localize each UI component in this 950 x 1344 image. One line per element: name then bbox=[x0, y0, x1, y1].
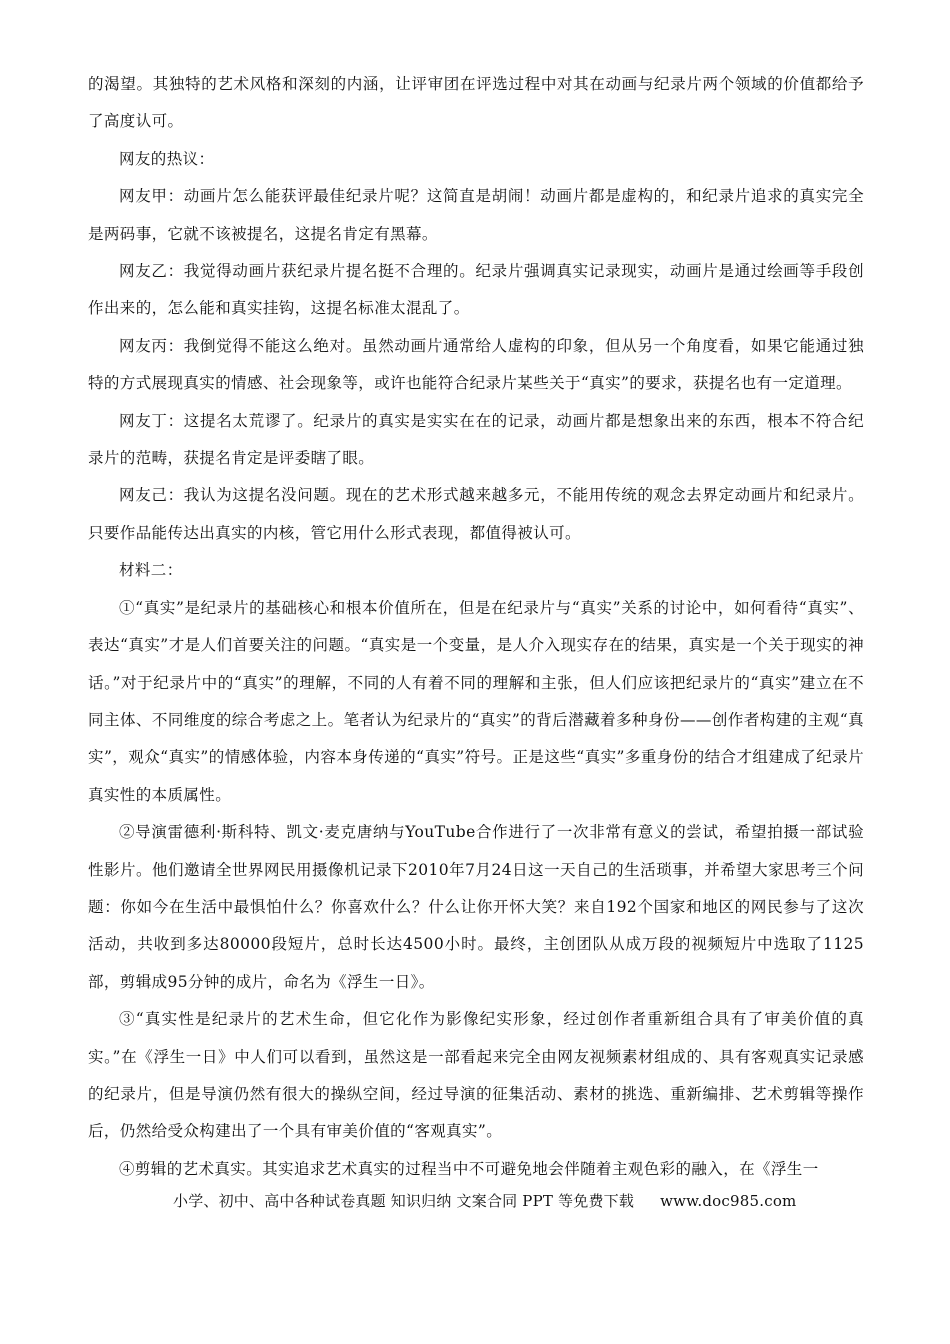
heading-material-two: 材料二： bbox=[119, 561, 183, 580]
paragraph-section-4: ④剪辑的艺术真实。其实追求艺术真实的过程当中不可避免地会伴随着主观色彩的融入，在《浮生一 bbox=[119, 1159, 819, 1178]
paragraph-netizen-d: 网友丁：这提名太荒谬了。纪录片的真实是实实在在的记录，动画片都是想象出来的东西，根本不符合纪录片的范畴，获提名肯定是评委瞎了眼。 bbox=[88, 411, 864, 468]
paragraph-netizen-a: 网友甲：动画片怎么能获评最佳纪录片呢？这简直是胡闹！动画片都是虚构的，和纪录片追求的真实完全是两码事，它就不该被提名，这提名肯定有黑幕。 bbox=[88, 187, 864, 243]
page-footer bbox=[173, 1190, 813, 1212]
heading-netizen-discussion: 网友的热议： bbox=[119, 149, 215, 168]
document-body bbox=[88, 66, 864, 1188]
paragraph-netizen-b: 网友乙：我觉得动画片获纪录片提名挺不合理的。纪录片强调真实记录现实，动画片是通过绘画等手段创作出来的，怎么能和真实挂钩，这提名标准太混乱了。 bbox=[88, 262, 864, 318]
paragraph-netizen-f: 网友己：我认为这提名没问题。现在的艺术形式越来越多元，不能用传统的观念去界定动画片和纪录片。只要作品能传达出真实的内核，管它用什么形式表现，都值得被认可。 bbox=[88, 486, 864, 542]
paragraph-continuation: 的渴望。其独特的艺术风格和深刻的内涵，让评审团在评选过程中对其在动画与纪录片两个领域的价值都给予了高度认可。 bbox=[88, 75, 864, 131]
paragraph-netizen-c: 网友丙：我倒觉得不能这么绝对。虽然动画片通常给人虚构的印象，但从另一个角度看，如果它能通过独特的方式展现真实的情感、社会现象等，或许也能符合纪录片某些关于“真实”的要求，获提名也有一定道理。 bbox=[88, 336, 864, 393]
paragraph-section-3: ③“真实性是纪录片的艺术生命，但它化作为影像纪实形象，经过创作者重新组合具有了审美价值的真实。”在《浮生一日》中人们可以看到，虽然这是一部看起来完全由网友视频素材组成的、具有客观真实记录感的纪录片，但是导演仍然有很大的操纵空间，经过导演的征集活动、素材的挑选、重新编排、艺术剪辑等操作后，仍然给受众构建出了一个具有审美价值的“客观真实”。 bbox=[88, 1010, 864, 1141]
footer-text: 小学、初中、高中各种试卷真题 知识归纳 文案合同 PPT 等免费下载 bbox=[173, 1192, 635, 1210]
footer-site-link[interactable]: www.doc985.com bbox=[660, 1192, 797, 1210]
paragraph-section-1: ①“真实”是纪录片的基础核心和根本价值所在，但是在纪录片与“真实”关系的讨论中，如何看待“真实”、表达“真实”才是人们首要关注的问题。“真实是一个变量，是人介入现实存在的结果，真实是一个关于现实的神话。”对于纪录片中的“真实”的理解，不同的人有着不同的理解和主张，但人们应该把纪录片的“真实”建立在不同主体、不同维度的综合考虑之上。笔者认为纪录片的“真实”的背后潜藏着多种身份——创作者构建的主观“真实”，观众“真实”的情感体验，内容本身传递的“真实”符号。正是这些“真实”多重身份的结合才组建成了纪录片真实性的本质属性。 bbox=[88, 598, 864, 804]
paragraph-section-2: ②导演雷德利·斯科特、凯文·麦克唐纳与YouTube合作进行了一次非常有意义的尝试，希望拍摄一部试验性影片。他们邀请全世界网民用摄像机记录下2010年7月24日这一天自己的生活琐事，并希望大家思考三个问题：你如今在生活中最惧怕什么？你喜欢什么？什么让你开怀大笑？来自192个国家和地区的网民参与了这次活动，共收到多达80000段短片，总时长达4500小时。最终，主创团队从成万段的视频短片中选取了1125部，剪辑成95分钟的成片，命名为《浮生一日》。 bbox=[88, 823, 864, 991]
